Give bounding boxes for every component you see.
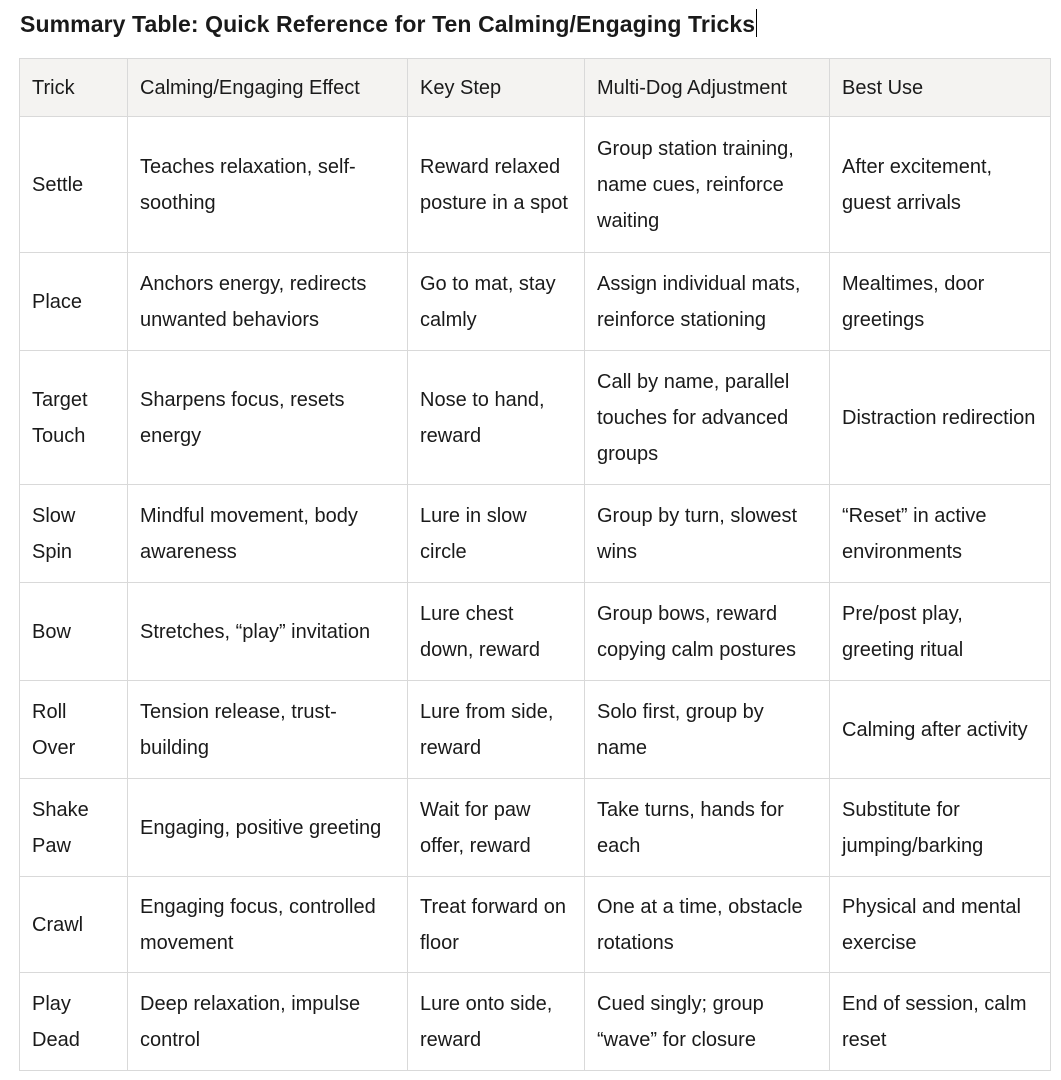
cell-best-use: Mealtimes, door greetings xyxy=(830,253,1051,351)
cell-best-use: Substitute for jumping/barking xyxy=(830,779,1051,877)
cell-multi-dog: Call by name, parallel touches for advanced groups xyxy=(585,351,830,485)
table-header-row xyxy=(20,59,1051,117)
table-row xyxy=(20,351,1051,485)
column-header-best-use: Best Use xyxy=(830,59,1051,117)
cell-key-step: Lure chest down, reward xyxy=(408,583,585,681)
cell-trick: Crawl xyxy=(20,877,128,973)
cell-best-use: Physical and mental exercise xyxy=(830,877,1051,973)
cell-trick: Settle xyxy=(20,117,128,253)
cell-effect: Stretches, “play” invitation xyxy=(128,583,408,681)
cell-multi-dog: One at a time, obstacle rotations xyxy=(585,877,830,973)
table-row xyxy=(20,779,1051,877)
cell-effect: Engaging, positive greeting xyxy=(128,779,408,877)
cell-effect: Mindful movement, body awareness xyxy=(128,485,408,583)
table-row xyxy=(20,973,1051,1071)
table-row xyxy=(20,681,1051,779)
cell-key-step: Lure in slow circle xyxy=(408,485,585,583)
table-row xyxy=(20,485,1051,583)
cell-trick: Play Dead xyxy=(20,973,128,1071)
table-row xyxy=(20,253,1051,351)
column-header-trick: Trick xyxy=(20,59,128,117)
cell-best-use: After excitement, guest arrivals xyxy=(830,117,1051,253)
cell-multi-dog: Solo first, group by name xyxy=(585,681,830,779)
cell-trick: Roll Over xyxy=(20,681,128,779)
column-header-effect: Calming/Engaging Effect xyxy=(128,59,408,117)
column-header-key-step: Key Step xyxy=(408,59,585,117)
column-header-multi-dog: Multi-Dog Adjustment xyxy=(585,59,830,117)
document-title[interactable] xyxy=(20,6,757,42)
cell-best-use: Calming after activity xyxy=(830,681,1051,779)
cell-key-step: Lure from side, reward xyxy=(408,681,585,779)
cell-key-step: Reward relaxed posture in a spot xyxy=(408,117,585,253)
text-cursor xyxy=(756,9,757,37)
cell-trick: Shake Paw xyxy=(20,779,128,877)
table-row xyxy=(20,877,1051,973)
cell-trick: Place xyxy=(20,253,128,351)
cell-key-step: Lure onto side, reward xyxy=(408,973,585,1071)
cell-best-use: Pre/post play, greeting ritual xyxy=(830,583,1051,681)
cell-key-step: Treat forward on floor xyxy=(408,877,585,973)
cell-key-step: Wait for paw offer, reward xyxy=(408,779,585,877)
cell-best-use: “Reset” in active environments xyxy=(830,485,1051,583)
document-title-text: Summary Table: Quick Reference for Ten Calming/Engaging Tricks xyxy=(20,11,756,37)
summary-table xyxy=(19,58,1051,1071)
cell-effect: Tension release, trust-building xyxy=(128,681,408,779)
cell-trick: Bow xyxy=(20,583,128,681)
table-row xyxy=(20,117,1051,253)
cell-multi-dog: Assign individual mats, reinforce stationing xyxy=(585,253,830,351)
cell-effect: Anchors energy, redirects unwanted behaviors xyxy=(128,253,408,351)
cell-effect: Deep relaxation, impulse control xyxy=(128,973,408,1071)
cell-key-step: Nose to hand, reward xyxy=(408,351,585,485)
table-row xyxy=(20,583,1051,681)
cell-multi-dog: Take turns, hands for each xyxy=(585,779,830,877)
cell-key-step: Go to mat, stay calmly xyxy=(408,253,585,351)
cell-best-use: Distraction redirection xyxy=(830,351,1051,485)
cell-effect: Engaging focus, controlled movement xyxy=(128,877,408,973)
cell-trick: Target Touch xyxy=(20,351,128,485)
cell-effect: Sharpens focus, resets energy xyxy=(128,351,408,485)
cell-multi-dog: Group station training, name cues, reinforce waiting xyxy=(585,117,830,253)
cell-trick: Slow Spin xyxy=(20,485,128,583)
cell-multi-dog: Group bows, reward copying calm postures xyxy=(585,583,830,681)
cell-best-use: End of session, calm reset xyxy=(830,973,1051,1071)
cell-multi-dog: Cued singly; group “wave” for closure xyxy=(585,973,830,1071)
cell-multi-dog: Group by turn, slowest wins xyxy=(585,485,830,583)
cell-effect: Teaches relaxation, self-soothing xyxy=(128,117,408,253)
